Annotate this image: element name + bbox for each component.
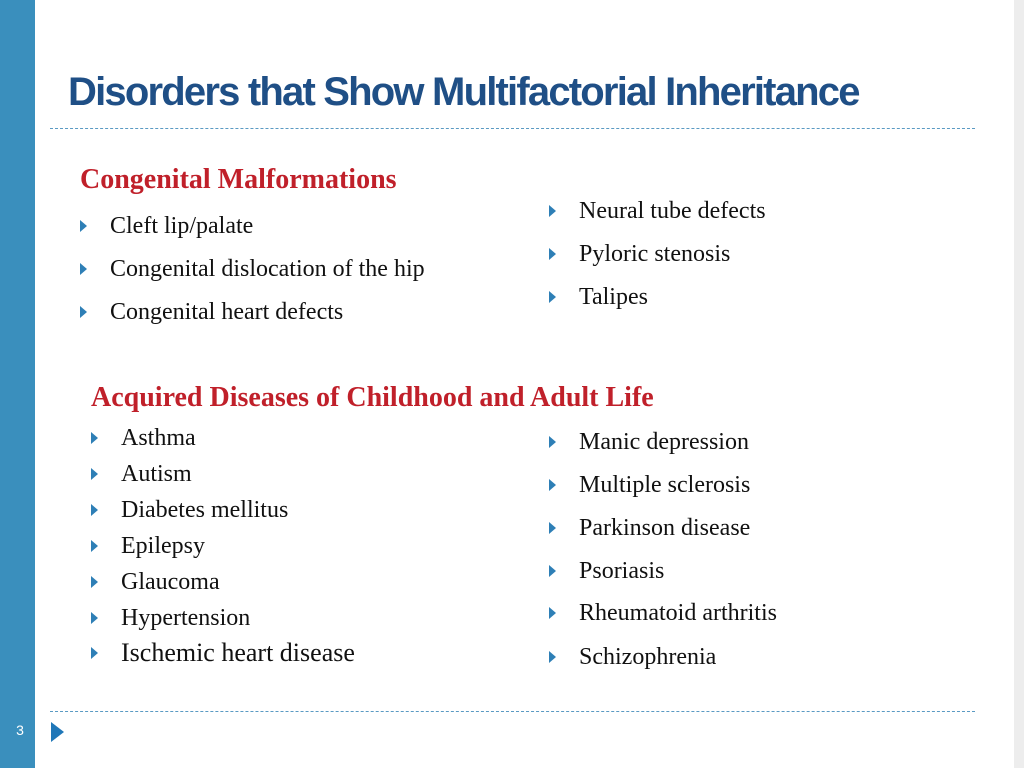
- bullet-arrow-icon: [91, 468, 98, 480]
- left-accent-bar: [0, 0, 35, 768]
- bullet-arrow-icon: [80, 220, 87, 232]
- bullet-arrow-icon: [91, 612, 98, 624]
- title-divider: [50, 128, 975, 129]
- bullet-arrow-icon: [91, 576, 98, 588]
- bullet-arrow-icon: [549, 651, 556, 663]
- congenital-heading: Congenital Malformations: [80, 164, 397, 195]
- bullet-arrow-icon: [549, 248, 556, 260]
- bullet-arrow-icon: [80, 306, 87, 318]
- slide-title: Disorders that Show Multifactorial Inheritance: [68, 70, 859, 114]
- bullet-arrow-icon: [91, 647, 98, 659]
- bullet-arrow-icon: [549, 479, 556, 491]
- bullet-arrow-icon: [91, 432, 98, 444]
- bullet-arrow-icon: [549, 522, 556, 534]
- right-edge-strip: [1014, 0, 1024, 768]
- acquired-heading: Acquired Diseases of Childhood and Adult Life: [91, 382, 654, 413]
- bullet-arrow-icon: [91, 540, 98, 552]
- bullet-arrow-icon: [549, 607, 556, 619]
- page-number: 3: [16, 722, 24, 738]
- next-slide-arrow-icon[interactable]: [51, 722, 64, 742]
- bullet-arrow-icon: [549, 291, 556, 303]
- bullet-arrow-icon: [549, 565, 556, 577]
- bullet-arrow-icon: [80, 263, 87, 275]
- footer-divider: [50, 711, 975, 712]
- bullet-arrow-icon: [549, 436, 556, 448]
- bullet-arrow-icon: [91, 504, 98, 516]
- bullet-arrow-icon: [549, 205, 556, 217]
